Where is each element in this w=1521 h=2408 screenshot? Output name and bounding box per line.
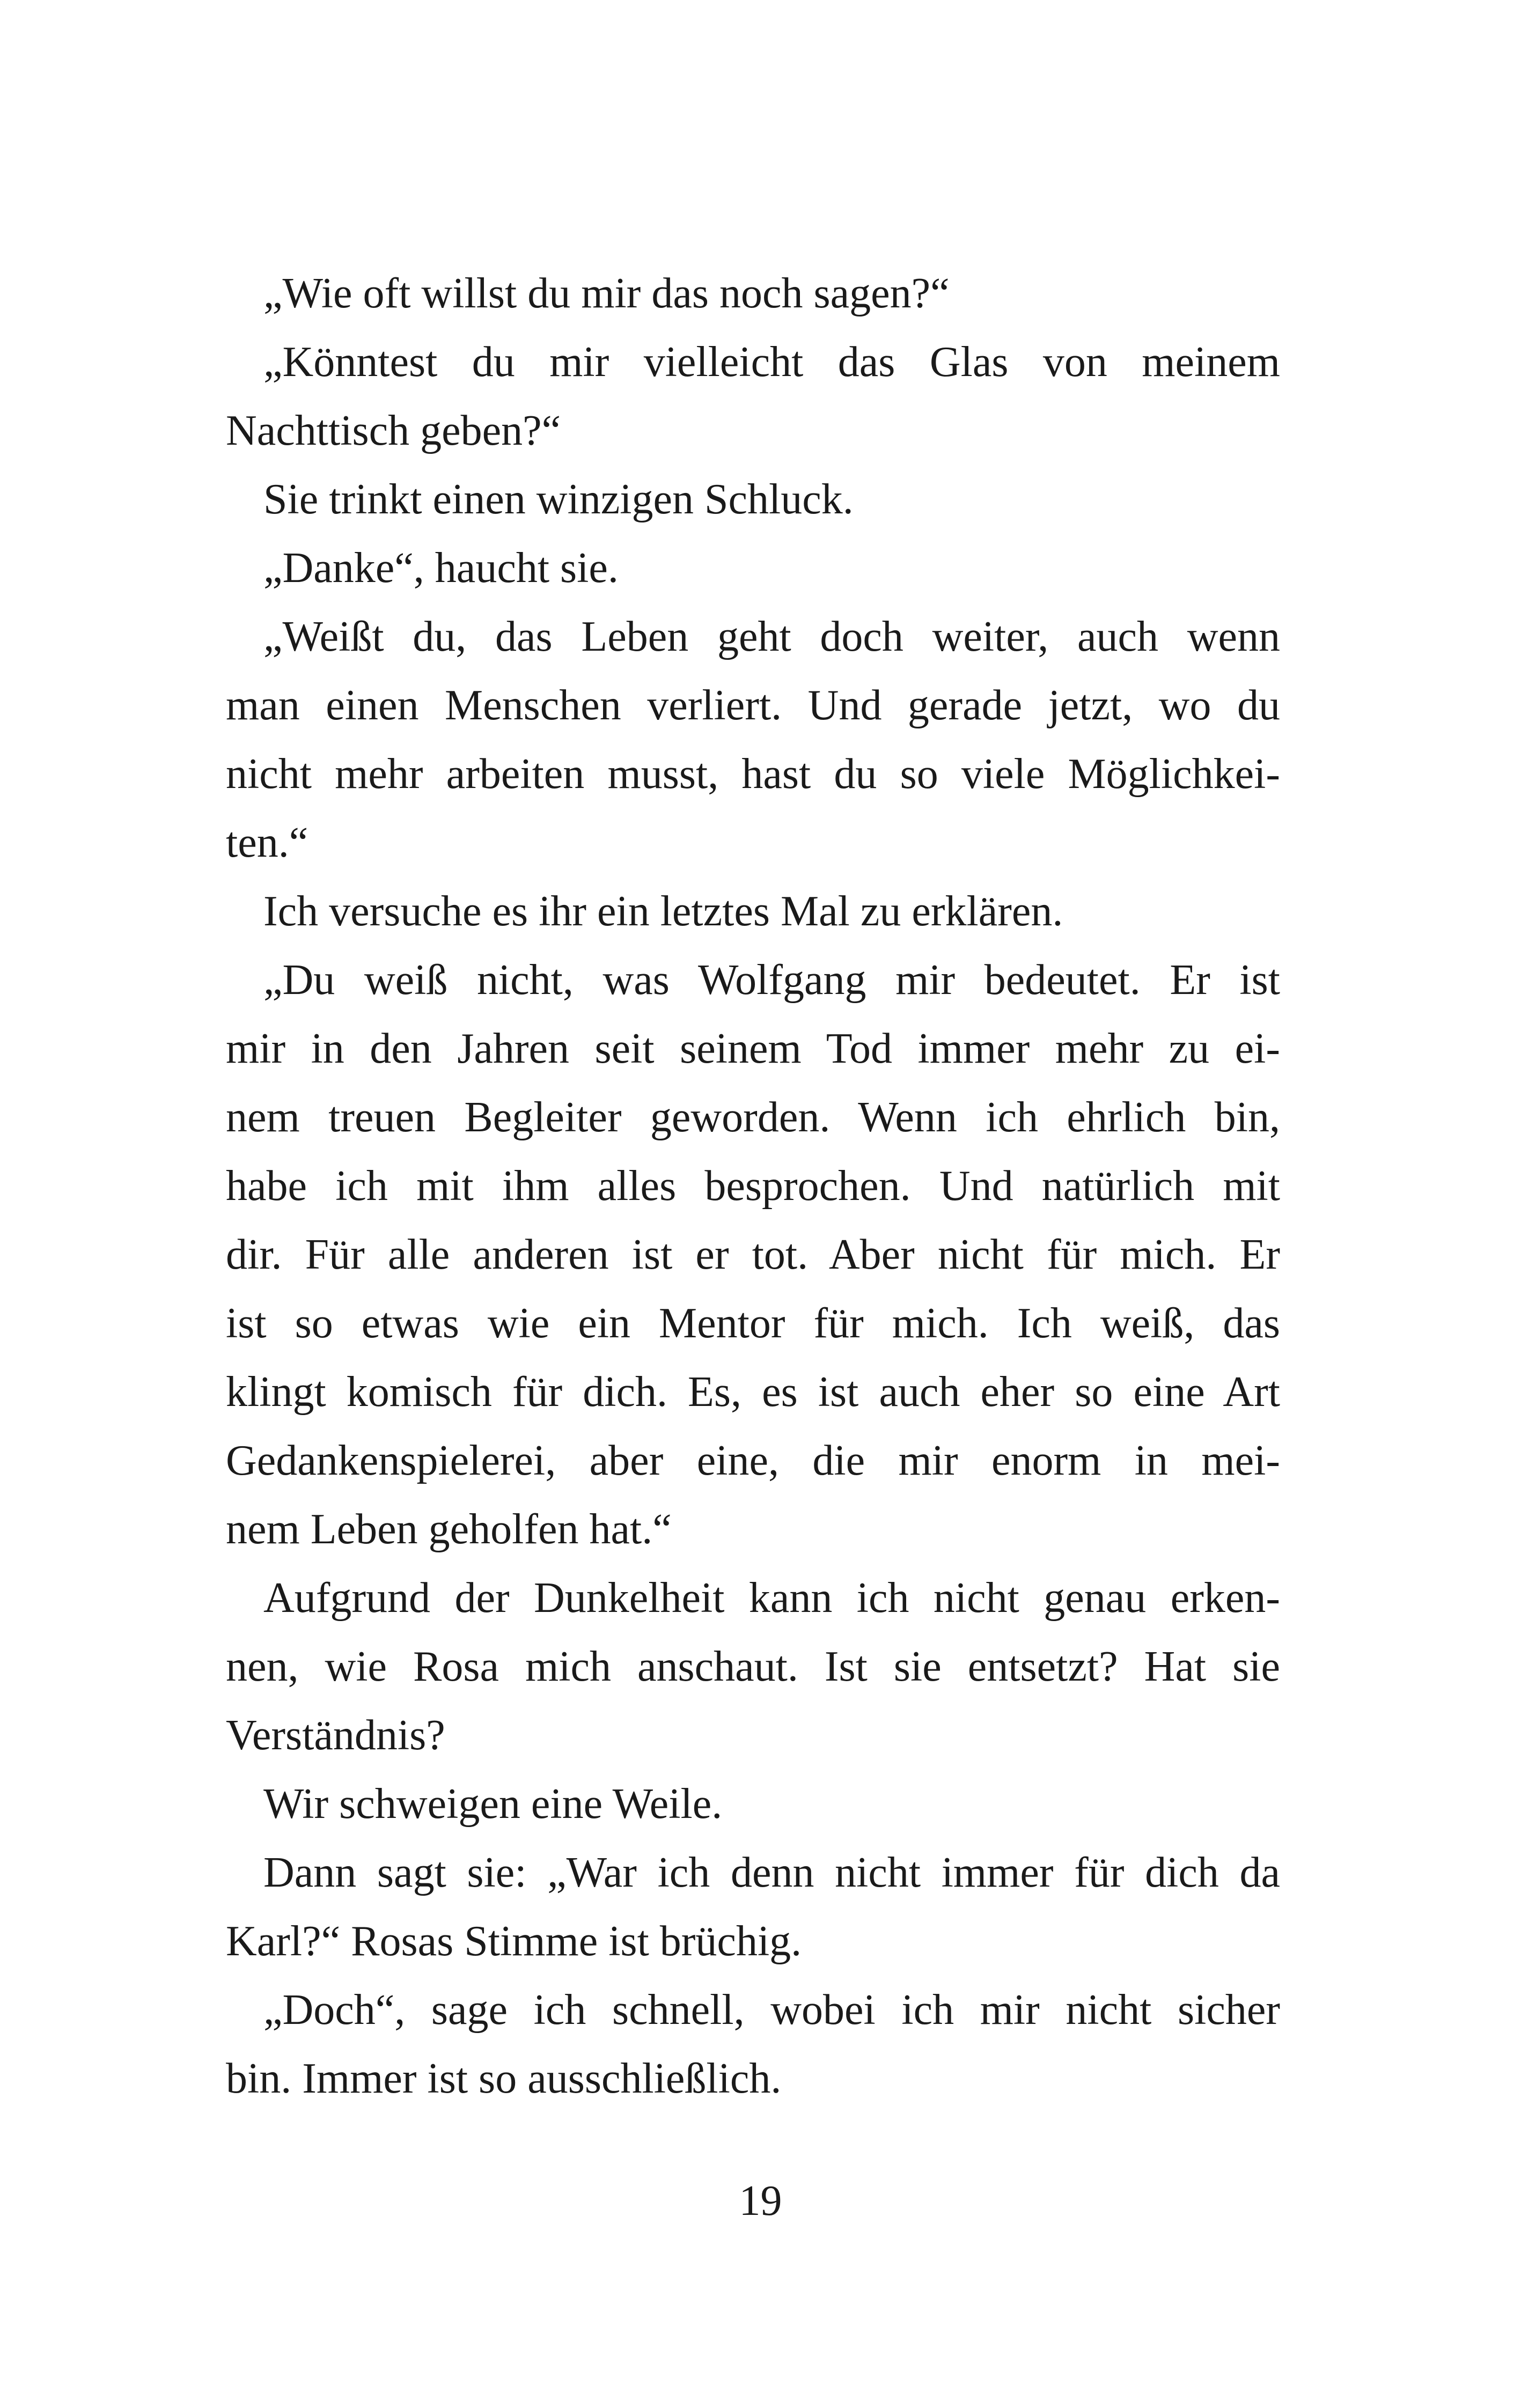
text-line: nem treuen Begleiter geworden. Wenn ich ehrlich bin, <box>226 1094 1280 1141</box>
text-line: klingt komisch für dich. Es, es ist auch eher so eine Art <box>226 1368 1280 1416</box>
text-line: „Wie oft willst du mir das noch sagen?“ <box>263 270 950 317</box>
text-line: „Weißt du, das Leben geht doch weiter, auch wenn <box>263 613 1280 660</box>
text-line: mir in den Jahren seit seinem Tod immer mehr zu ei- <box>226 1025 1280 1072</box>
text-line: Dann sagt sie: „War ich denn nicht immer für dich da <box>263 1849 1280 1896</box>
text-line: Wir schweigen eine Weile. <box>263 1780 723 1828</box>
text-line: Gedankenspielerei, aber eine, die mir enorm in mei- <box>226 1437 1280 1484</box>
text-line: nen, wie Rosa mich anschaut. Ist sie entsetzt? Hat sie <box>226 1643 1280 1690</box>
text-line: „Du weiß nicht, was Wolfgang mir bedeutet. Er ist <box>263 956 1280 1004</box>
text-line: habe ich mit ihm alles besprochen. Und natürlich mit <box>226 1162 1280 1210</box>
text-line: nicht mehr arbeiten musst, hast du so viele Möglichkei- <box>226 750 1280 798</box>
text-line: bin. Immer ist so ausschließlich. <box>226 2055 782 2102</box>
text-line: Nachttisch geben?“ <box>226 407 561 454</box>
text-line: Ich versuche es ihr ein letztes Mal zu erklären. <box>263 888 1063 935</box>
text-line: dir. Für alle anderen ist er tot. Aber nicht für mich. Er <box>226 1231 1280 1278</box>
text-line: Sie trinkt einen winzigen Schluck. <box>263 476 854 523</box>
text-line: Verständnis? <box>226 1712 445 1759</box>
text-line: Aufgrund der Dunkelheit kann ich nicht genau erken- <box>263 1574 1280 1622</box>
text-line: „Danke“, haucht sie. <box>263 544 619 592</box>
text-line: ist so etwas wie ein Mentor für mich. Ich weiß, das <box>226 1300 1280 1347</box>
text-line: ten.“ <box>226 819 308 866</box>
text-line: nem Leben geholfen hat.“ <box>226 1506 672 1553</box>
text-line: „Doch“, sage ich schnell, wobei ich mir nicht sicher <box>263 1986 1280 2034</box>
text-line: man einen Menschen verliert. Und gerade jetzt, wo du <box>226 682 1280 729</box>
body-text <box>226 259 1280 2113</box>
text-line: Karl?“ Rosas Stimme ist brüchig. <box>226 1918 802 1965</box>
text-line: „Könntest du mir vielleicht das Glas von meinem <box>263 338 1280 386</box>
page-number: 19 <box>739 2177 782 2225</box>
